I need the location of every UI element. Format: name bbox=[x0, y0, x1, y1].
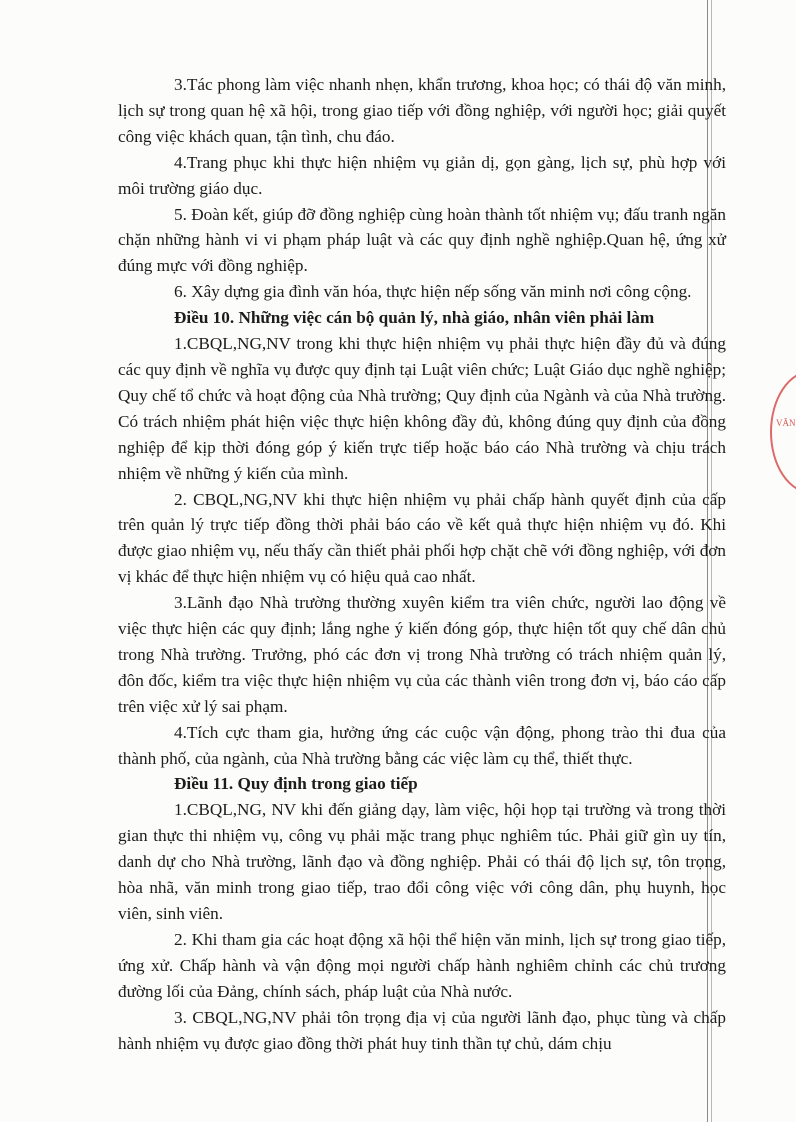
paragraph: 2. Khi tham gia các hoạt động xã hội thể hiện văn minh, lịch sự trong giao tiếp, ứng xử. Chấp hành và vận động mọi người chấp hành nghiêm chỉnh các chủ trương đường lối của Đảng, chính sách, pháp luật của Nhà nước. bbox=[118, 929, 726, 1001]
paragraph: 6. Xây dựng gia đình văn hóa, thực hiện nếp sống văn minh nơi công cộng. bbox=[174, 282, 692, 302]
paragraph: 2. CBQL,NG,NV khi thực hiện nhiệm vụ phải chấp hành quyết định của cấp trên quản lý trực tiếp đồng thời phải báo cáo về kết quả thực hiện nhiệm vụ đó. Khi được giao nhiệm vụ, nếu thấy cần thiết phải phối hợp chặt chẽ với đồng nghiệp, với đơn vị khác để thực hiện nhiệm vụ có hiệu quả cao nhất. bbox=[118, 489, 726, 587]
paragraph: 3. CBQL,NG,NV phải tôn trọng địa vị của người lãnh đạo, phục tùng và chấp hành nhiệm vụ được giao đồng thời phát huy tinh thần tự chủ, dám chịu bbox=[118, 1007, 726, 1053]
red-seal-stamp bbox=[770, 370, 796, 494]
paragraph: 1.CBQL,NG, NV khi đến giảng dạy, làm việc, hội họp tại trường và trong thời gian thực thi nhiệm vụ, công vụ phải mặc trang phục nghiêm túc. Phải giữ gìn uy tín, danh dự cho Nhà trường, lãnh đạo và đồng nghiệp. Phải có thái độ lịch sự, tôn trọng, hòa nhã, văn minh trong giao tiếp, trao đổi công việc với công dân, phụ huynh, học viên, sinh viên. bbox=[118, 800, 726, 923]
section-heading: Điều 10. Những việc cán bộ quản lý, nhà giáo, nhân viên phải làm bbox=[174, 308, 655, 328]
paragraph: 3.Tác phong làm việc nhanh nhẹn, khẩn trương, khoa học; có thái độ văn minh, lịch sự trong quan hệ xã hội, trong giao tiếp với đồng nghiệp, với người học; giải quyết công việc khách quan, tận tình, chu đáo. bbox=[118, 75, 726, 146]
paragraph: 3.Lãnh đạo Nhà trường thường xuyên kiểm tra viên chức, người lao động về việc thực hiện các quy định; lắng nghe ý kiến đóng góp, thực hiện tốt quy chế dân chủ trong Nhà trường. Trưởng, phó các đơn vị trong Nhà trường có trách nhiệm quản lý, đôn đốc, kiểm tra việc thực hiện nhiệm vụ của các thành viên trong đơn vị, báo cáo cấp trên việc xử lý sai phạm. bbox=[118, 593, 726, 716]
paragraph: 5. Đoàn kết, giúp đỡ đồng nghiệp cùng hoàn thành tốt nhiệm vụ; đấu tranh ngăn chặn những hành vi vi phạm pháp luật và các quy định nghề nghiệp.Quan hệ, ứng xử đúng mực với đồng nghiệp. bbox=[118, 204, 726, 276]
section-heading: Điều 11. Quy định trong giao tiếp bbox=[174, 774, 418, 794]
paragraph: 1.CBQL,NG,NV trong khi thực hiện nhiệm vụ phải thực hiện đầy đủ và đúng các quy định về nghĩa vụ được quy định tại Luật viên chức; Luật Giáo dục nghề nghiệp; Quy chế tổ chức và hoạt động của Nhà trường; Quy định của Ngành và của Nhà trường. Có trách nhiệm phát hiện việc thực hiện không đầy đủ, không đúng quy định của đồng nghiệp để kịp thời đóng góp ý kiến trực tiếp hoặc báo cáo Nhà trường và chịu trách nhiệm về những ý kiến của mình. bbox=[118, 334, 726, 483]
paragraph: 4.Tích cực tham gia, hưởng ứng các cuộc vận động, phong trào thi đua của thành phố, của ngành, của Nhà trường bằng các việc làm cụ thể, thiết thực. bbox=[118, 722, 726, 768]
document-body bbox=[118, 72, 726, 1056]
paragraph: 4.Trang phục khi thực hiện nhiệm vụ giản dị, gọn gàng, lịch sự, phù hợp với môi trường giáo dục. bbox=[118, 152, 726, 198]
stamp-text: VĂN bbox=[776, 418, 796, 428]
